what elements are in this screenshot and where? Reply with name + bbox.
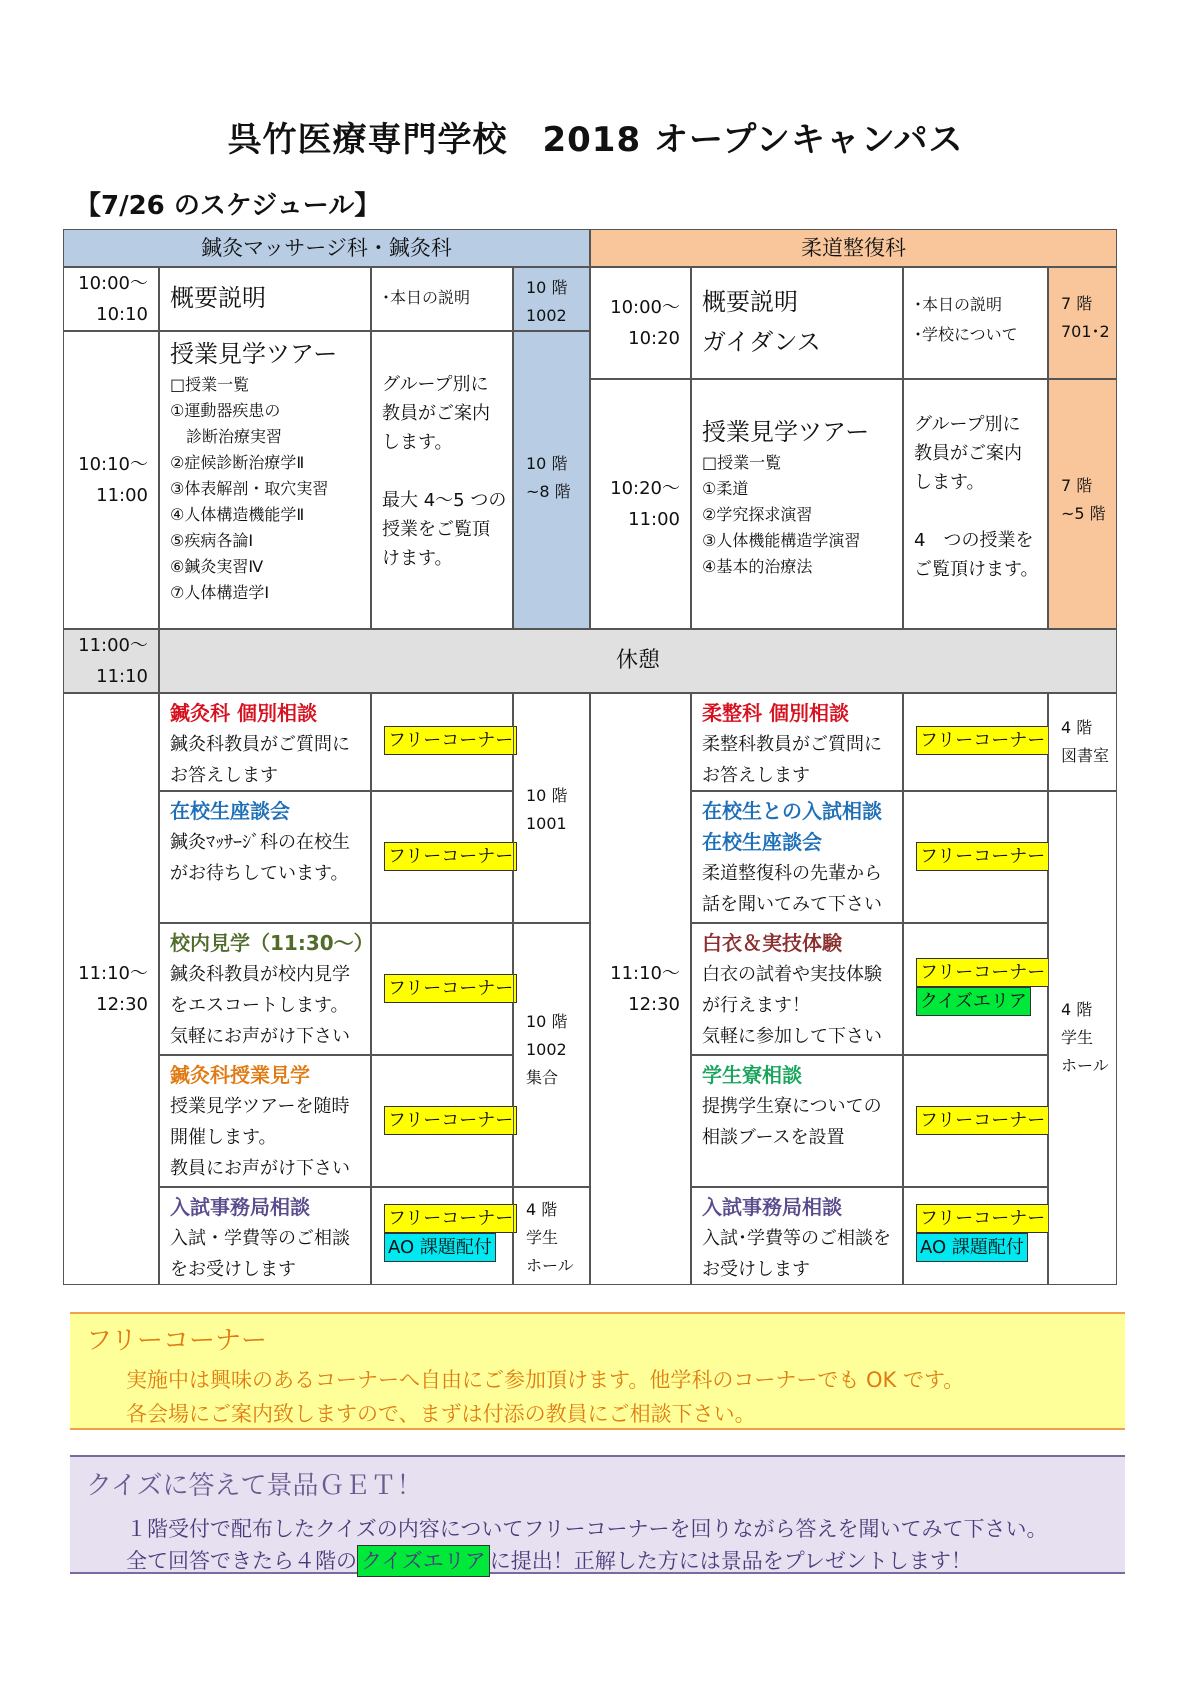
floor-line: ~5 階 (1061, 504, 1106, 523)
floor-line: 701･2 (1061, 322, 1110, 341)
left-campus-tour (159, 923, 374, 1055)
session-desc: 教員にお声がけ下さい (170, 1158, 350, 1179)
session-title: 入試事務局相談 (170, 1195, 310, 1219)
session-desc: をお受けします (170, 1259, 296, 1280)
quiz-area-tag: クイズエリア (916, 987, 1031, 1016)
quiz-line2-start: 全て回答できたら４階の (126, 1549, 357, 1573)
floor-line: 4 階 (526, 1200, 558, 1219)
free-corner-tag: フリーコーナー (916, 1106, 1049, 1135)
schedule-subtitle: 【7/26 のスケジュール】 (75, 191, 381, 221)
floor-line: 学生 (526, 1228, 559, 1247)
page-title: 呉竹医療専門学校 2018 オープンキャンパス (227, 120, 964, 160)
floor-line: 10 階 (526, 278, 568, 297)
class-list (170, 372, 360, 606)
left-consult (159, 693, 371, 791)
list-item: ③人体機能構造学演習 (702, 531, 861, 550)
quiz-info (70, 1455, 1125, 1574)
class-list (702, 450, 892, 580)
guidance-title: ガイダンス (702, 328, 821, 356)
list-item: グループ別に (382, 374, 489, 395)
right-r2-desc (903, 379, 1048, 629)
session-desc: 開催します。 (170, 1127, 277, 1148)
left-r1-title: 概要説明 (159, 267, 371, 331)
floor-line: 学生 (1061, 1028, 1094, 1047)
session-desc: 入試・学費等のご相談 (170, 1228, 350, 1249)
left-r2-floor (513, 331, 590, 629)
right-r1-floor (1048, 267, 1117, 379)
list-item (382, 457, 502, 486)
time-start: 10:20～ (610, 478, 680, 499)
floor-line: 図書室 (1061, 746, 1110, 765)
left-r2-time (63, 331, 159, 629)
left-student-talk (159, 791, 371, 923)
left-r1-floor (513, 267, 590, 331)
list-item (914, 497, 1037, 526)
floor-line: ~8 階 (526, 482, 571, 501)
right-dorm-consult-tags (903, 1055, 1048, 1187)
free-corner-tag: フリーコーナー (916, 958, 1049, 987)
right-skill-experience-tags (903, 923, 1048, 1055)
left-r1-time (63, 267, 159, 331)
session-desc: をエスコートします。 (170, 995, 349, 1016)
quiz-line2-end: に提出！正解した方には景品をプレゼントします！ (489, 1549, 972, 1573)
session-desc: 柔道整復科の先輩から (702, 863, 882, 884)
time-start: 11:00～ (78, 635, 148, 656)
free-corner-heading: フリーコーナー (86, 1326, 267, 1356)
floor-line: 7 階 (1061, 476, 1093, 495)
free-corner-info (70, 1312, 1125, 1430)
time-start: 11:10～ (610, 963, 680, 984)
floor-line: 10 階 (526, 454, 568, 473)
session-title: 在校生との入試相談 (702, 799, 882, 823)
list-item: 授業をご覧頂 (382, 519, 490, 540)
list-item: けます。 (382, 548, 453, 569)
left-r1-desc: ･本日の説明 (371, 267, 513, 331)
time-start: 10:00～ (610, 297, 680, 318)
right-r1-desc (903, 267, 1048, 379)
session-desc: 気軽に参加して下さい (702, 1026, 882, 1047)
floor-line: 1002 (526, 1040, 567, 1059)
right-r2-floor (1048, 379, 1117, 629)
session-desc: 鍼灸科教員が校内見学 (170, 964, 350, 985)
left-class-observe (159, 1055, 371, 1187)
left-floor-1001 (513, 693, 590, 923)
left-admission-tags (371, 1187, 513, 1285)
session-desc: 入試･学費等のご相談を (702, 1228, 891, 1249)
free-corner-tag: フリーコーナー (916, 1204, 1049, 1233)
session-desc: 柔整科教員がご質問に (702, 734, 882, 755)
time-end: 12:30 (96, 994, 148, 1015)
free-corner-tag: フリーコーナー (384, 1106, 517, 1135)
right-consult (691, 693, 903, 791)
right-floor-hall (1048, 791, 1117, 1285)
session-desc: 鍼灸ﾏｯｻｰｼﾞ科の在校生 (170, 832, 350, 853)
session-title: 入試事務局相談 (702, 1195, 842, 1219)
session-title: 鍼灸科 個別相談 (170, 701, 317, 725)
right-admission-tags (903, 1187, 1048, 1285)
list-item: 診断治療実習 (170, 427, 283, 446)
left-floor-1002 (513, 923, 590, 1187)
floor-line: 4 階 (1061, 718, 1093, 737)
time-start: 11:10～ (78, 963, 148, 984)
time-end: 11:10 (96, 666, 148, 687)
session-title: 鍼灸科授業見学 (170, 1063, 310, 1087)
free-corner-tag: フリーコーナー (916, 726, 1049, 755)
floor-line: ホール (1061, 1056, 1109, 1075)
free-corner-tag: フリーコーナー (384, 1204, 517, 1233)
left-consult-tags (371, 693, 513, 791)
session-desc: 白衣の試着や実技体験 (702, 964, 882, 985)
free-corner-tag: フリーコーナー (384, 974, 517, 1003)
session-desc: 授業見学ツアーを随時 (170, 1096, 350, 1117)
session-desc: お受けします (702, 1259, 810, 1280)
right-consult-tags (903, 693, 1048, 791)
break-time (63, 629, 159, 693)
floor-line: 7 階 (1061, 294, 1093, 313)
list-item: します。 (914, 472, 985, 493)
list-item: ①運動器疾患の (170, 401, 281, 420)
list-item: ①柔道 (702, 479, 749, 498)
time-end: 11:00 (96, 485, 148, 506)
list-item: ②学究探求演習 (702, 505, 813, 524)
list-item: ⑤疾病各論Ⅰ (170, 531, 254, 550)
floor-line: 4 階 (1061, 1000, 1093, 1019)
left-student-talk-tags (371, 791, 513, 923)
free-corner-tag: フリーコーナー (916, 842, 1049, 871)
session-desc: がお待ちしています。 (170, 863, 349, 884)
quiz-line2 (126, 1545, 972, 1577)
list-item: します。 (382, 432, 453, 453)
session-title: 在校生座談会 (170, 799, 290, 823)
tour-title: 授業見学ツアー (702, 418, 870, 446)
list-item: □授業一覧 (170, 375, 250, 394)
tour-title: 授業見学ツアー (170, 340, 338, 368)
list-item: □授業一覧 (702, 453, 782, 472)
quiz-line1: １階受付で配布したクイズの内容についてフリーコーナーを回りながら答えを聞いてみて下さい。 (126, 1517, 1048, 1541)
floor-line: 集合 (526, 1068, 559, 1087)
ao-tag: AO 課題配付 (384, 1233, 496, 1262)
session-desc: が行えます！ (702, 995, 810, 1016)
left-session-time (63, 693, 159, 1285)
time-start: 10:00～ (78, 273, 148, 294)
time-end: 12:30 (628, 994, 680, 1015)
right-session-time (590, 693, 691, 1285)
list-item: 教員がご案内 (914, 443, 1022, 464)
list-item: ④基本的治療法 (702, 557, 813, 576)
session-desc: 気軽にお声がけ下さい (170, 1026, 350, 1047)
right-r1-time (590, 267, 691, 379)
list-item: ⑥鍼灸実習Ⅳ (170, 557, 264, 576)
right-skill-experience (691, 923, 903, 1055)
list-item: ④人体構造機能学Ⅱ (170, 505, 305, 524)
left-admission (159, 1187, 371, 1285)
floor-line: 1002 (526, 306, 567, 325)
session-title: 在校生座談会 (702, 830, 822, 854)
right-floor-library (1048, 693, 1117, 791)
free-corner-line1: 実施中は興味のあるコーナーへ自由にご参加頂けます。他学科のコーナーでも OK です。 (126, 1368, 965, 1392)
session-desc: お答えします (170, 765, 278, 786)
header-judo: 柔道整復科 (590, 229, 1117, 267)
list-item: 教員がご案内 (382, 403, 490, 424)
left-class-observe-tags (371, 1055, 513, 1187)
desc-line: ･学校について (914, 325, 1018, 344)
session-desc: お答えします (702, 765, 810, 786)
floor-line: 10 階 (526, 1012, 568, 1031)
left-r2-desc (371, 331, 513, 629)
session-title: 校内見学（11:30～） (170, 931, 374, 955)
break-label: 休憩 (159, 629, 1117, 693)
list-item: ご覧頂けます。 (914, 559, 1039, 580)
header-acupuncture: 鍼灸マッサージ科・鍼灸科 (63, 229, 590, 267)
right-r2-content (691, 379, 903, 629)
time-end: 10:20 (628, 328, 680, 349)
quiz-area-tag: クイズエリア (357, 1545, 490, 1577)
overview-title: 概要説明 (702, 288, 798, 316)
list-item: グループ別に (914, 414, 1021, 435)
session-title: 柔整科 個別相談 (702, 701, 849, 725)
free-corner-tag: フリーコーナー (384, 726, 517, 755)
time-start: 10:10～ (78, 454, 148, 475)
ao-tag: AO 課題配付 (916, 1233, 1028, 1262)
desc-line: ･本日の説明 (914, 295, 1003, 314)
list-item: ⑦人体構造学Ⅰ (170, 583, 270, 602)
right-student-talk (691, 791, 903, 923)
floor-line: ホール (526, 1256, 574, 1275)
schedule-table (63, 229, 1117, 1285)
floor-line: 10 階 (526, 786, 568, 805)
list-item: 最大 4～5 つの (382, 490, 507, 511)
session-desc: 相談ブースを設置 (702, 1127, 845, 1148)
list-item: ②症候診断治療学Ⅱ (170, 453, 305, 472)
right-admission (691, 1187, 903, 1285)
left-floor-hall (513, 1187, 590, 1285)
session-title: 学生寮相談 (702, 1063, 802, 1087)
quiz-heading: クイズに答えて景品ＧＥＴ！ (86, 1471, 423, 1501)
list-item: 4 つの授業を (914, 530, 1034, 551)
time-end: 10:10 (96, 304, 148, 325)
time-end: 11:00 (628, 509, 680, 530)
right-r1-title (691, 267, 903, 379)
session-desc: 提携学生寮についての (702, 1096, 882, 1117)
free-corner-tag: フリーコーナー (384, 842, 517, 871)
left-r2-content (159, 331, 371, 629)
session-desc: 鍼灸科教員がご質問に (170, 734, 350, 755)
free-corner-line2: 各会場にご案内致しますので、まずは付添の教員にご相談下さい。 (126, 1402, 756, 1426)
session-desc: 話を聞いてみて下さい (702, 894, 882, 915)
floor-line: 1001 (526, 814, 567, 833)
left-campus-tour-tags (371, 923, 513, 1055)
right-r2-time (590, 379, 691, 629)
session-title: 白衣＆実技体験 (702, 931, 842, 955)
list-item: ③体表解剖・取穴実習 (170, 479, 329, 498)
right-student-talk-tags (903, 791, 1048, 923)
right-dorm-consult (691, 1055, 903, 1187)
